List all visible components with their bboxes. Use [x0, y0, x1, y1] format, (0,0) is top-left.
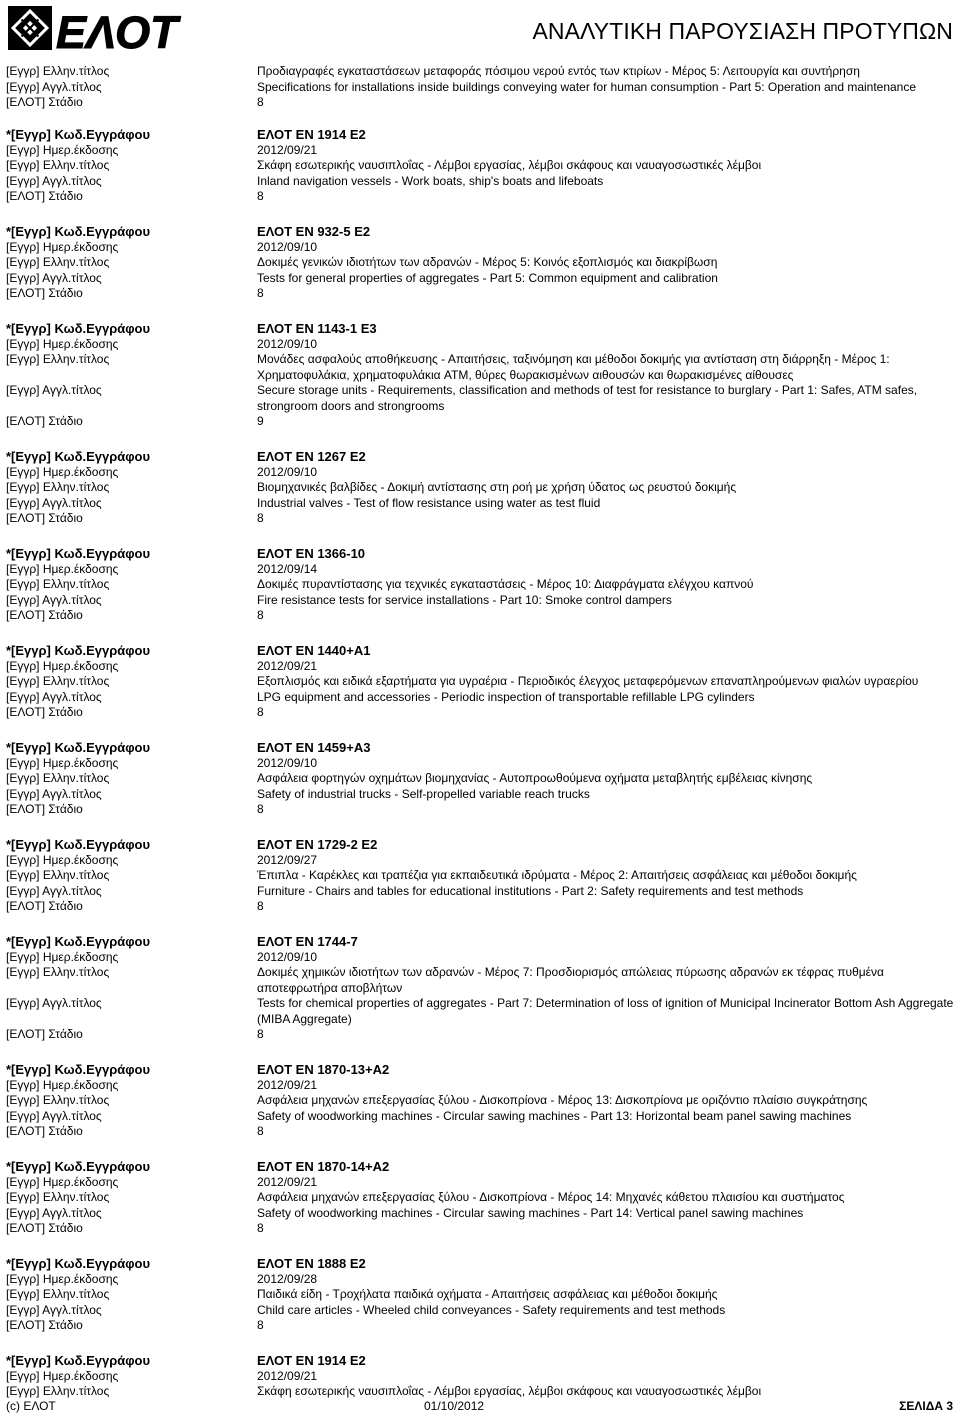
document-code-value: ΕΛΟΤ EN 1888 E2: [257, 1255, 366, 1271]
greek-title-row: [6, 158, 956, 174]
document-code-label: *[Εγγρ] Κωδ.Εγγράφου: [6, 448, 151, 464]
stage-label: [ΕΛΟΤ] Στάδιο: [6, 1318, 83, 1332]
document-code-label: *[Εγγρ] Κωδ.Εγγράφου: [6, 545, 151, 561]
document-code-value: ΕΛΟΤ EN 1366-10: [257, 545, 366, 561]
issue-date-label: [Εγγρ] Ημερ.έκδοσης: [6, 239, 119, 254]
document-code-row: [6, 545, 956, 562]
english-title-value: Child care articles - Wheeled child conveyances - Safety requirements and test methods: [257, 1302, 726, 1317]
stage-label: [ΕΛΟΤ] Στάδιο: [6, 899, 83, 913]
standard-record: [6, 739, 956, 818]
english-title-label: [Εγγρ] Αγγλ.τίτλος: [6, 1205, 102, 1220]
greek-title-value: Δοκιμές πυραντίστασης για τεχνικές εγκαταστάσεις - Μέρος 10: Διαφράγματα ελέγχου καπνού: [257, 577, 754, 591]
greek-title-row: [6, 1384, 956, 1400]
english-title-row: [6, 884, 956, 900]
stage-label: [ΕΛΟΤ] Στάδιο: [6, 1027, 83, 1041]
issue-date-row: [6, 465, 956, 481]
issue-date-label: [Εγγρ] Ημερ.έκδοσης: [6, 755, 119, 770]
english-title-value: Secure storage units - Requirements, classification and methods of test for resistance to burglary - Part 1: Safes, ATM safes, strongroom doors and strongrooms: [257, 383, 918, 413]
stage-value: 9: [257, 414, 264, 428]
greek-title-label: [Εγγρ] Ελλην.τίτλος: [6, 674, 110, 688]
issue-date-row: [6, 659, 956, 675]
stage-value: 8: [257, 1124, 264, 1138]
greek-title-row: [6, 1190, 956, 1206]
footer-date: 01/10/2012: [424, 1399, 485, 1413]
standard-record: [6, 933, 956, 1043]
stage-row: [6, 189, 956, 205]
issue-date-label: [Εγγρ] Ημερ.έκδοσης: [6, 336, 119, 351]
greek-title-row: [6, 480, 956, 496]
english-title-label: [Εγγρ] Αγγλ.τίτλος: [6, 495, 102, 510]
greek-title-label: [Εγγρ] Ελλην.τίτλος: [6, 1093, 110, 1107]
stage-value: 8: [257, 1221, 264, 1235]
stage-row: [6, 511, 956, 527]
english-title-row: [6, 1206, 956, 1222]
document-code-row: [6, 1061, 956, 1078]
document-code-value: ΕΛΟΤ EN 1729-2 E2: [257, 836, 378, 852]
english-title-value: Furniture - Chairs and tables for educational institutions - Part 2: Safety requirements and test methods: [257, 883, 804, 898]
issue-date-label: [Εγγρ] Ημερ.έκδοσης: [6, 142, 119, 157]
document-code-label: *[Εγγρ] Κωδ.Εγγράφου: [6, 933, 151, 949]
english-title-row: [6, 1303, 956, 1319]
stage-label: [ΕΛΟΤ] Στάδιο: [6, 286, 83, 300]
issue-date-value: 2012/09/21: [257, 1368, 318, 1383]
document-code-row: [6, 739, 956, 756]
footer-page-number: ΣΕΛΙΔΑ 3: [899, 1399, 953, 1413]
standard-record: [6, 320, 956, 430]
greek-title-value: Δοκιμές γενικών ιδιοτήτων των αδρανών - Μέρος 5: Κοινός εξοπλισμός και διακρίβωση: [257, 255, 718, 269]
english-title-row: [6, 1109, 956, 1125]
issue-date-value: 2012/09/10: [257, 464, 318, 479]
document-code-row: [6, 1255, 956, 1272]
english-title-row: [6, 996, 956, 1027]
document-code-row: [6, 1352, 956, 1369]
document-code-value: ΕΛΟΤ EN 1143-1 E3: [257, 320, 377, 336]
greek-title-label: [Εγγρ] Ελλην.τίτλος: [6, 352, 110, 366]
stage-label: [ΕΛΟΤ] Στάδιο: [6, 1221, 83, 1235]
issue-date-label: [Εγγρ] Ημερ.έκδοσης: [6, 949, 119, 964]
stage-label: [ΕΛΟΤ] Στάδιο: [6, 414, 83, 428]
english-title-row: [6, 80, 956, 96]
document-code-label: *[Εγγρ] Κωδ.Εγγράφου: [6, 642, 151, 658]
greek-title-value: Δοκιμές χημικών ιδιοτήτων των αδρανών - Μέρος 7: Προσδιορισμός απώλειας πύρωσης αδρανών εκ τέφρας πυθμένα αποτεφρωτήρα αποβλήτων: [257, 965, 884, 995]
english-title-value: Tests for general properties of aggregates - Part 5: Common equipment and calibration: [257, 270, 718, 285]
stage-label: [ΕΛΟΤ] Στάδιο: [6, 705, 83, 719]
issue-date-value: 2012/09/21: [257, 1174, 318, 1189]
stage-row: [6, 1318, 956, 1334]
issue-date-value: 2012/09/10: [257, 239, 318, 254]
greek-title-row: [6, 255, 956, 271]
greek-title-row: [6, 577, 956, 593]
standard-record: [6, 1255, 956, 1334]
english-title-row: [6, 174, 956, 190]
greek-title-value: Έπιπλα - Καρέκλες και τραπέζια για εκπαιδευτικά ιδρύματα - Μέρος 2: Απαιτήσεις ασφάλειας και μέθοδοι δοκιμής: [257, 868, 857, 882]
page-header: [0, 0, 960, 62]
stage-value: 8: [257, 802, 264, 816]
document-code-row: [6, 1158, 956, 1175]
document-code-label: *[Εγγρ] Κωδ.Εγγράφου: [6, 739, 151, 755]
logo-text: ΕΛΟΤ: [56, 7, 178, 58]
issue-date-value: 2012/09/10: [257, 336, 318, 351]
english-title-value: Tests for chemical properties of aggregates - Part 7: Determination of loss of ignition of Municipal Incinerator Bottom Ash Aggregate (MIBA Aggregate): [257, 996, 954, 1026]
greek-title-row: [6, 674, 956, 690]
elot-logo: [8, 6, 178, 58]
english-title-value: Safety of woodworking machines - Circular sawing machines - Part 13: Horizontal beam panel sawing machines: [257, 1108, 852, 1123]
english-title-label: [Εγγρ] Αγγλ.τίτλος: [6, 270, 102, 285]
document-code-label: *[Εγγρ] Κωδ.Εγγράφου: [6, 320, 151, 336]
stage-label: [ΕΛΟΤ] Στάδιο: [6, 511, 83, 525]
issue-date-value: 2012/09/10: [257, 755, 318, 770]
issue-date-value: 2012/09/14: [257, 561, 318, 576]
greek-title-value: Βιομηχανικές βαλβίδες - Δοκιμή αντίστασης στη ροή με χρήση ύδατος ως ρευστού δοκιμής: [257, 480, 737, 494]
greek-title-value: Ασφάλεια φορτηγών οχημάτων βιομηχανίας - Αυτοπροωθούμενα οχήματα μεταβλητής εμβέλειας κίνησης: [257, 771, 813, 785]
greek-title-label: [Εγγρ] Ελλην.τίτλος: [6, 158, 110, 172]
greek-title-value: Μονάδες ασφαλούς αποθήκευσης - Απαιτήσεις, ταξινόμηση και μέθοδοι δοκιμής για αντίσταση στη διάρρηξη - Μέρος 1: Χρηματοφυλάκια, χρηματοφυλάκια ATM, θύρες θωρακισμένων αιθουσών και θωρακισμένες αίθουσες: [257, 352, 890, 382]
greek-title-row: [6, 1287, 956, 1303]
english-title-label: [Εγγρ] Αγγλ.τίτλος: [6, 883, 102, 898]
issue-date-row: [6, 562, 956, 578]
stage-label: [ΕΛΟΤ] Στάδιο: [6, 95, 83, 109]
english-title-row: [6, 496, 956, 512]
document-code-value: ΕΛΟΤ EN 1267 E2: [257, 448, 366, 464]
greek-title-label: [Εγγρ] Ελλην.τίτλος: [6, 771, 110, 785]
issue-date-value: 2012/09/27: [257, 852, 318, 867]
english-title-label: [Εγγρ] Αγγλ.τίτλος: [6, 383, 102, 397]
stage-value: 8: [257, 608, 264, 622]
page-title: ΑΝΑΛΥΤΙΚΗ ΠΑΡΟΥΣΙΑΣΗ ΠΡΟΤΥΠΩΝ: [532, 18, 953, 44]
greek-title-label: [Εγγρ] Ελλην.τίτλος: [6, 1190, 110, 1204]
issue-date-row: [6, 1078, 956, 1094]
issue-date-value: 2012/09/21: [257, 658, 318, 673]
greek-title-label: [Εγγρ] Ελλην.τίτλος: [6, 255, 110, 269]
stage-row: [6, 802, 956, 818]
standard-record: [6, 1061, 956, 1140]
greek-title-row: [6, 868, 956, 884]
standard-record: [6, 64, 956, 111]
stage-value: 8: [257, 95, 264, 109]
issue-date-row: [6, 240, 956, 256]
english-title-row: [6, 787, 956, 803]
standard-record: [6, 448, 956, 527]
greek-title-value: Ασφάλεια μηχανών επεξεργασίας ξύλου - Δισκοπρίονα - Μέρος 14: Μηχανές κάθετου πλαισίου και συστήματος: [257, 1190, 845, 1204]
stage-value: 8: [257, 705, 264, 719]
stage-row: [6, 286, 956, 302]
stage-row: [6, 95, 956, 111]
english-title-value: Safety of woodworking machines - Circular sawing machines - Part 14: Vertical panel sawing machines: [257, 1205, 804, 1220]
issue-date-label: [Εγγρ] Ημερ.έκδοσης: [6, 1368, 119, 1383]
english-title-label: [Εγγρ] Αγγλ.τίτλος: [6, 79, 102, 94]
issue-date-row: [6, 337, 956, 353]
issue-date-label: [Εγγρ] Ημερ.έκδοσης: [6, 464, 119, 479]
document-code-value: ΕΛΟΤ EN 1440+A1: [257, 642, 371, 658]
issue-date-row: [6, 853, 956, 869]
issue-date-row: [6, 1175, 956, 1191]
stage-row: [6, 1124, 956, 1140]
issue-date-label: [Εγγρ] Ημερ.έκδοσης: [6, 1271, 119, 1286]
greek-title-value: Εξοπλισμός και ειδικά εξαρτήματα για υγραέρια - Περιοδικός έλεγχος μεταφερόμενων επαναπληρούμενων φιαλών υγραερίου: [257, 674, 919, 688]
english-title-label: [Εγγρ] Αγγλ.τίτλος: [6, 689, 102, 704]
english-title-value: Fire resistance tests for service installations - Part 10: Smoke control dampers: [257, 592, 672, 607]
greek-title-row: [6, 352, 956, 383]
stage-row: [6, 899, 956, 915]
standard-record: [6, 1352, 956, 1400]
document-code-value: ΕΛΟΤ EN 1870-14+A2: [257, 1158, 390, 1174]
greek-title-value: Σκάφη εσωτερικής ναυσιπλοΐας - Λέμβοι εργασίας, λέμβοι σκάφους και ναυαγοσωστικές λέμβοι: [257, 158, 762, 172]
greek-title-value: Προδιαγραφές εγκαταστάσεων μεταφοράς πόσιμου νερού εντός των κτιρίων - Μέρος 5: Λειτουργία και συντήρηση: [257, 64, 860, 78]
document-code-value: ΕΛΟΤ EN 1744-7: [257, 933, 358, 949]
stage-label: [ΕΛΟΤ] Στάδιο: [6, 1124, 83, 1138]
standard-record: [6, 1158, 956, 1237]
document-code-value: ΕΛΟΤ EN 1459+A3: [257, 739, 371, 755]
document-code-row: [6, 320, 956, 337]
greek-title-value: Σκάφη εσωτερικής ναυσιπλοΐας - Λέμβοι εργασίας, λέμβοι σκάφους και ναυαγοσωστικές λέμβοι: [257, 1384, 762, 1398]
document-code-label: *[Εγγρ] Κωδ.Εγγράφου: [6, 223, 151, 239]
document-code-value: ΕΛΟΤ EN 1914 E2: [257, 1352, 366, 1368]
issue-date-label: [Εγγρ] Ημερ.έκδοσης: [6, 1077, 119, 1092]
stage-value: 8: [257, 511, 264, 525]
stage-value: 8: [257, 189, 264, 203]
issue-date-value: 2012/09/21: [257, 142, 318, 157]
greek-title-label: [Εγγρ] Ελλην.τίτλος: [6, 965, 110, 979]
issue-date-label: [Εγγρ] Ημερ.έκδοσης: [6, 852, 119, 867]
document-code-value: ΕΛΟΤ EN 1914 E2: [257, 126, 366, 142]
standard-record: [6, 836, 956, 915]
english-title-value: LPG equipment and accessories - Periodic inspection of transportable refillable LPG cylinders: [257, 689, 755, 704]
document-code-label: *[Εγγρ] Κωδ.Εγγράφου: [6, 1255, 151, 1271]
greek-title-label: [Εγγρ] Ελλην.τίτλος: [6, 577, 110, 591]
document-code-label: *[Εγγρ] Κωδ.Εγγράφου: [6, 126, 151, 142]
document-code-row: [6, 223, 956, 240]
document-code-label: *[Εγγρ] Κωδ.Εγγράφου: [6, 1352, 151, 1368]
document-code-label: *[Εγγρ] Κωδ.Εγγράφου: [6, 1158, 151, 1174]
english-title-label: [Εγγρ] Αγγλ.τίτλος: [6, 1108, 102, 1123]
stage-value: 8: [257, 1027, 264, 1041]
stage-label: [ΕΛΟΤ] Στάδιο: [6, 189, 83, 203]
english-title-label: [Εγγρ] Αγγλ.τίτλος: [6, 173, 102, 188]
stage-label: [ΕΛΟΤ] Στάδιο: [6, 802, 83, 816]
document-code-label: *[Εγγρ] Κωδ.Εγγράφου: [6, 836, 151, 852]
stage-label: [ΕΛΟΤ] Στάδιο: [6, 608, 83, 622]
english-title-row: [6, 593, 956, 609]
issue-date-row: [6, 1369, 956, 1385]
document-code-row: [6, 126, 956, 143]
english-title-label: [Εγγρ] Αγγλ.τίτλος: [6, 1302, 102, 1317]
greek-title-value: Ασφάλεια μηχανών επεξεργασίας ξύλου - Δισκοπρίονα - Μέρος 13: Δισκοπρίονα με οριζόντιο πλαίσιο συγκράτησης: [257, 1093, 868, 1107]
document-code-label: *[Εγγρ] Κωδ.Εγγράφου: [6, 1061, 151, 1077]
stage-row: [6, 414, 956, 430]
issue-date-row: [6, 950, 956, 966]
records-list: [6, 64, 956, 1418]
issue-date-row: [6, 756, 956, 772]
stage-row: [6, 608, 956, 624]
english-title-value: Specifications for installations inside buildings conveying water for human consumption - Part 5: Operation and maintenance: [257, 79, 917, 94]
english-title-row: [6, 383, 956, 414]
standard-record: [6, 126, 956, 205]
english-title-label: [Εγγρ] Αγγλ.τίτλος: [6, 592, 102, 607]
stage-value: 8: [257, 286, 264, 300]
standard-record: [6, 642, 956, 721]
english-title-label: [Εγγρ] Αγγλ.τίτλος: [6, 786, 102, 801]
issue-date-row: [6, 143, 956, 159]
document-code-value: ΕΛΟΤ EN 1870-13+A2: [257, 1061, 390, 1077]
issue-date-label: [Εγγρ] Ημερ.έκδοσης: [6, 658, 119, 673]
footer-copyright: (c) ΕΛΟΤ: [6, 1399, 56, 1413]
greek-title-row: [6, 965, 956, 996]
document-code-row: [6, 933, 956, 950]
greek-title-row: [6, 1093, 956, 1109]
english-title-label: [Εγγρ] Αγγλ.τίτλος: [6, 996, 102, 1010]
english-title-row: [6, 690, 956, 706]
english-title-value: Inland navigation vessels - Work boats, ship's boats and lifeboats: [257, 173, 604, 188]
greek-title-label: [Εγγρ] Ελλην.τίτλος: [6, 1287, 110, 1301]
document-code-row: [6, 642, 956, 659]
document-code-row: [6, 448, 956, 465]
document-code-row: [6, 836, 956, 853]
standard-record: [6, 545, 956, 624]
english-title-value: Safety of industrial trucks - Self-propelled variable reach trucks: [257, 786, 590, 801]
issue-date-value: 2012/09/28: [257, 1271, 318, 1286]
stage-row: [6, 705, 956, 721]
issue-date-row: [6, 1272, 956, 1288]
page-footer: [6, 1399, 953, 1415]
stage-row: [6, 1221, 956, 1237]
greek-title-label: [Εγγρ] Ελλην.τίτλος: [6, 1384, 110, 1398]
english-title-row: [6, 271, 956, 287]
greek-title-label: [Εγγρ] Ελλην.τίτλος: [6, 868, 110, 882]
issue-date-value: 2012/09/10: [257, 949, 318, 964]
greek-title-label: [Εγγρ] Ελλην.τίτλος: [6, 480, 110, 494]
document-code-value: ΕΛΟΤ EN 932-5 E2: [257, 223, 371, 239]
greek-title-row: [6, 64, 956, 80]
issue-date-label: [Εγγρ] Ημερ.έκδοσης: [6, 561, 119, 576]
greek-title-row: [6, 771, 956, 787]
stage-value: 8: [257, 1318, 264, 1332]
greek-title-value: Παιδικά είδη - Τροχήλατα παιδικά οχήματα - Απαιτήσεις ασφάλειας και μέθοδοι δοκιμής: [257, 1287, 718, 1301]
issue-date-value: 2012/09/21: [257, 1077, 318, 1092]
stage-value: 8: [257, 899, 264, 913]
greek-title-label: [Εγγρ] Ελλην.τίτλος: [6, 64, 110, 78]
issue-date-label: [Εγγρ] Ημερ.έκδοσης: [6, 1174, 119, 1189]
english-title-value: Industrial valves - Test of flow resistance using water as test fluid: [257, 495, 601, 510]
stage-row: [6, 1027, 956, 1043]
standard-record: [6, 223, 956, 302]
